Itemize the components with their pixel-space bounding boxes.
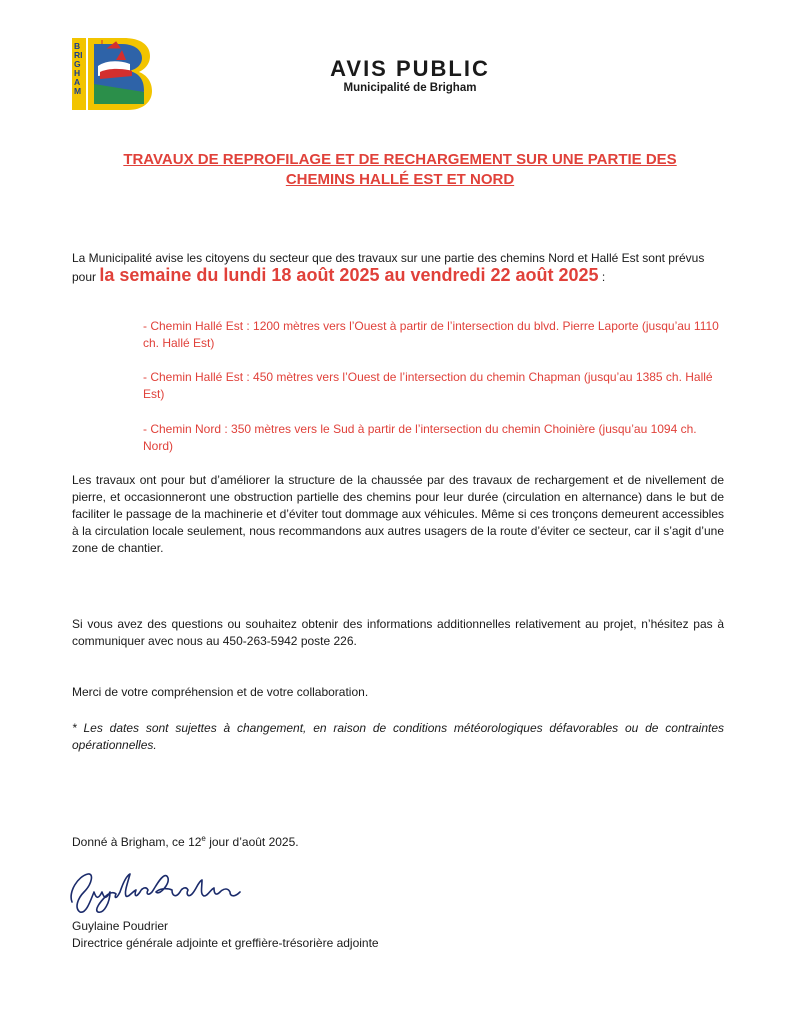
page-subtitle: Municipalité de Brigham [343, 82, 477, 94]
work-item-2: - Chemin Hallé Est : 450 mètres vers l’Ouest de l’intersection du chemin Chapman (jusqu’au 1385 ch. Hallé Est) [143, 370, 713, 401]
closing-date-prefix: Donné à Brigham, ce 12 [72, 835, 202, 849]
closing-date-suffix: jour d’août 2025. [205, 835, 299, 849]
intro-text: La Municipalité avise les citoyens du secteur que des travaux sur une partie des chemins Nord et Hallé Est sont prévus pour [72, 251, 705, 284]
logo-wordmark: BRIGHAM [74, 41, 83, 96]
closing-date-superscript: e [201, 834, 206, 843]
notice-heading [60, 150, 740, 190]
signatory-role: Directrice générale adjointe et greffière-trésorière adjointe [72, 936, 379, 950]
work-item-1: - Chemin Hallé Est : 1200 mètres vers l’Ouest à partir de l’intersection du blvd. Pierre Laporte (jusqu’au 1110 ch. Hallé Est) [143, 319, 719, 350]
document-header [280, 57, 540, 95]
notice-heading-line-2: CHEMINS HALLÉ EST ET NORD [285, 171, 515, 188]
body-paragraph-disclaimer: * Les dates sont sujettes à changement, en raison de conditions météorologiques défavorables ou de contraintes opérationnelles. [72, 721, 724, 752]
date-highlight: la semaine du lundi 18 août 2025 au vendredi 22 août 2025 [99, 265, 599, 285]
intro-colon: : [601, 270, 606, 284]
closing-date [72, 830, 724, 851]
intro-paragraph [72, 250, 722, 286]
body-paragraph-purpose: Les travaux ont pour but d’améliorer la structure de la chaussée par des travaux de rechargement et de nivellement de pierre, et occasionneront une obstruction partielle des chemins pour leur durée (circulation en alternance) dans le but de faciliter le passage de la machinerie et d’éviter tout dommage aux véhicules. Même si ces tronçons demeurent accessibles à la circulation locale seulement, nous recommandons aux autres usagers de la route d’éviter ce secteur, car il s’agit d’une zone de chantier. [72, 473, 724, 555]
municipality-logo [72, 38, 152, 110]
body-paragraph-contact: Si vous avez des questions ou souhaitez obtenir des informations additionnelles relativement au projet, n’hésitez pas à communiquer avec nous au 450-263-5942 poste 226. [72, 617, 724, 648]
work-item-3: - Chemin Nord : 350 mètres vers le Sud à partir de l’intersection du chemin Choinière (jusqu’au 1094 ch. Nord) [143, 422, 697, 453]
page-title: AVIS PUBLIC [330, 56, 490, 81]
body-paragraph-thanks: Merci de votre compréhension et de votre collaboration. [72, 685, 369, 699]
signatory-name: Guylaine Poudrier [72, 919, 169, 933]
notice-heading-line-1: TRAVAUX DE REPROFILAGE ET DE RECHARGEMENT SUR UNE PARTIE DES [123, 151, 677, 168]
handwritten-signature [64, 862, 254, 916]
